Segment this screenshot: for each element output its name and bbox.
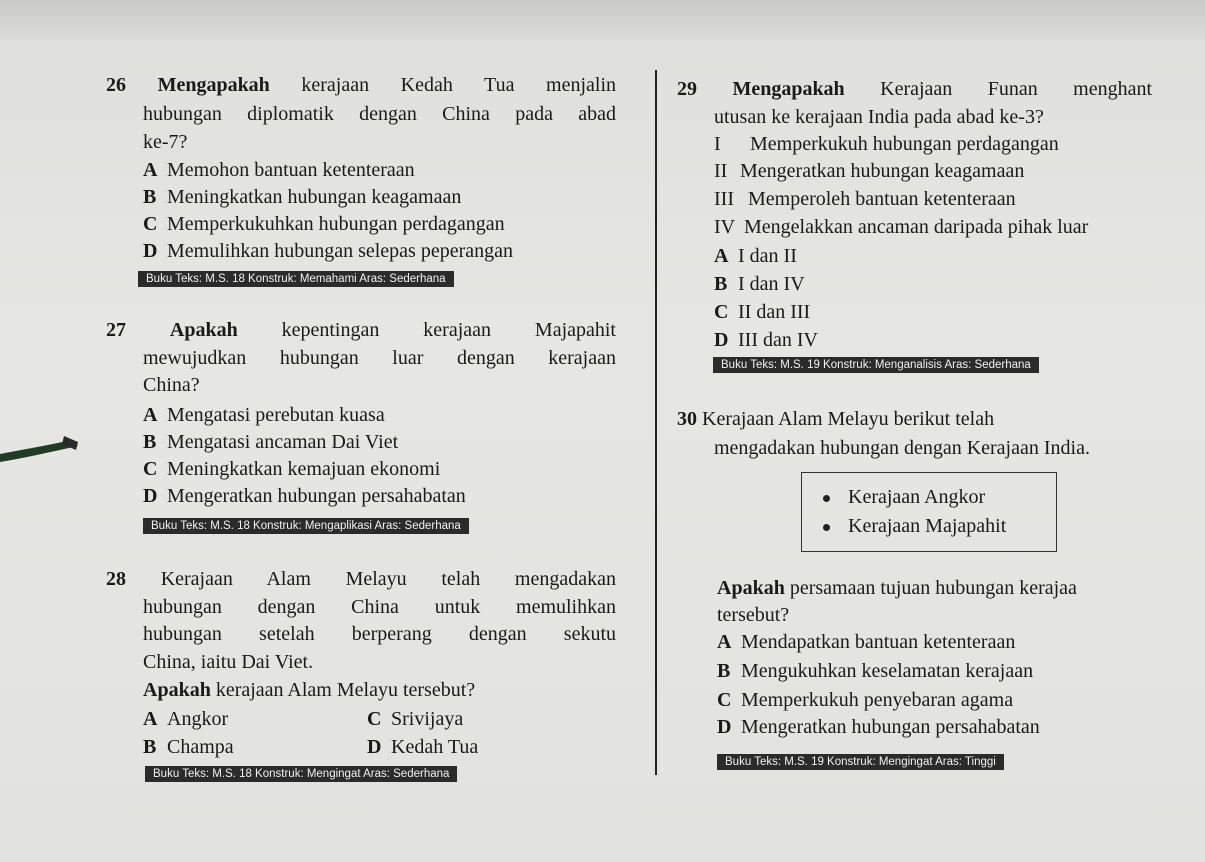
bullet-icon — [823, 495, 830, 502]
question-26-line3: ke-7? — [143, 131, 188, 153]
page-shadow — [0, 0, 1205, 40]
question-30-line1: 30 Kerajaan Alam Melayu berikut telah — [677, 408, 995, 430]
question-keyword: Mengapakah — [157, 74, 270, 96]
bullet-icon — [823, 524, 830, 531]
option-29-a[interactable]: A I dan II — [714, 245, 797, 267]
option-28-c[interactable]: C Srivijaya — [367, 708, 464, 730]
question-text: kerajaan Kedah Tua menjalin — [301, 74, 616, 96]
question-number: 26 — [106, 74, 126, 96]
reference-tag-29: Buku Teks: M.S. 19 Konstruk: Menganalisis Aras: Sederhana — [713, 357, 1039, 373]
reference-tag-28: Buku Teks: M.S. 18 Konstruk: Mengingat Aras: Sederhana — [145, 766, 457, 782]
option-27-d[interactable]: D Mengeratkan hubungan persahabatan — [143, 485, 466, 507]
question-30-line4: tersebut? — [717, 604, 790, 626]
question-29-line1: 29 Mengapakah Kerajaan Funan menghant — [677, 78, 1153, 100]
option-29-d[interactable]: D III dan IV — [714, 329, 818, 351]
question-27-line2: mewujudkan hubungan luar dengan kerajaan — [143, 347, 616, 369]
option-30-d[interactable]: D Mengeratkan hubungan persahabatan — [717, 716, 1040, 738]
option-27-c[interactable]: C Meningkatkan kemajuan ekonomi — [143, 458, 441, 480]
question-29-line2: utusan ke kerajaan India pada abad ke-3? — [714, 106, 1044, 128]
option-26-b[interactable]: B Meningkatkan hubungan keagamaan — [143, 186, 462, 208]
bullet-item: Kerajaan Angkor — [823, 483, 985, 511]
option-30-a[interactable]: A Mendapatkan bantuan ketenteraan — [717, 631, 1016, 653]
option-30-b[interactable]: B Mengukuhkan keselamatan kerajaan — [717, 660, 1034, 682]
bullet-item: Kerajaan Majapahit — [823, 512, 1006, 540]
column-divider — [655, 70, 657, 775]
statement-29-i: I Memperkukuh hubungan perdagangan — [714, 133, 1059, 155]
ribbon-bookmark — [0, 432, 80, 462]
question-30-line3: Apakah persamaan tujuan hubungan kerajaa — [717, 577, 1077, 599]
option-27-b[interactable]: B Mengatasi ancaman Dai Viet — [143, 431, 399, 453]
option-28-d[interactable]: D Kedah Tua — [367, 736, 479, 758]
question-28-line2: hubungan dengan China untuk memulihkan — [143, 596, 616, 618]
option-26-c[interactable]: C Memperkukuhkan hubungan perdagangan — [143, 213, 505, 235]
option-29-b[interactable]: B I dan IV — [714, 273, 805, 295]
question-26-line1 — [106, 71, 616, 99]
option-28-b[interactable]: B Champa — [143, 736, 234, 758]
question-28-line3: hubungan setelah berperang dengan sekutu — [143, 623, 616, 645]
option-26-a[interactable]: A Memohon bantuan ketenteraan — [143, 159, 415, 181]
question-28-line1: 28 Kerajaan Alam Melayu telah mengadakan — [106, 568, 617, 590]
question-27-line3: China? — [143, 374, 200, 396]
question-28-line4: China, iaitu Dai Viet. — [143, 651, 314, 673]
option-30-c[interactable]: C Memperkukuh penyebaran agama — [717, 689, 1014, 711]
question-27-line1: 27 Apakah kepentingan kerajaan Majapahit — [106, 319, 616, 341]
reference-tag-27: Buku Teks: M.S. 18 Konstruk: Mengaplikasi Aras: Sederhana — [143, 518, 469, 534]
question-28-line5: Apakah kerajaan Alam Melayu tersebut? — [143, 679, 476, 701]
reference-tag-30: Buku Teks: M.S. 19 Konstruk: Mengingat Aras: Tinggi — [717, 754, 1004, 770]
statement-29-iii: III Memperoleh bantuan ketenteraan — [714, 188, 1016, 210]
question-30-line2: mengadakan hubungan dengan Kerajaan India. — [714, 437, 1090, 459]
statement-29-iv: IV Mengelakkan ancaman daripada pihak luar — [714, 216, 1089, 238]
option-27-a[interactable]: A Mengatasi perebutan kuasa — [143, 404, 385, 426]
question-26-line2: hubungan diplomatik dengan China pada abad — [143, 103, 616, 125]
option-26-d[interactable]: D Memulihkan hubungan selepas peperangan — [143, 240, 514, 262]
reference-tag-26: Buku Teks: M.S. 18 Konstruk: Memahami Aras: Sederhana — [138, 271, 454, 287]
statement-29-ii: II Mengeratkan hubungan keagamaan — [714, 160, 1025, 182]
option-28-a[interactable]: A Angkor — [143, 708, 229, 730]
option-29-c[interactable]: C II dan III — [714, 301, 811, 323]
